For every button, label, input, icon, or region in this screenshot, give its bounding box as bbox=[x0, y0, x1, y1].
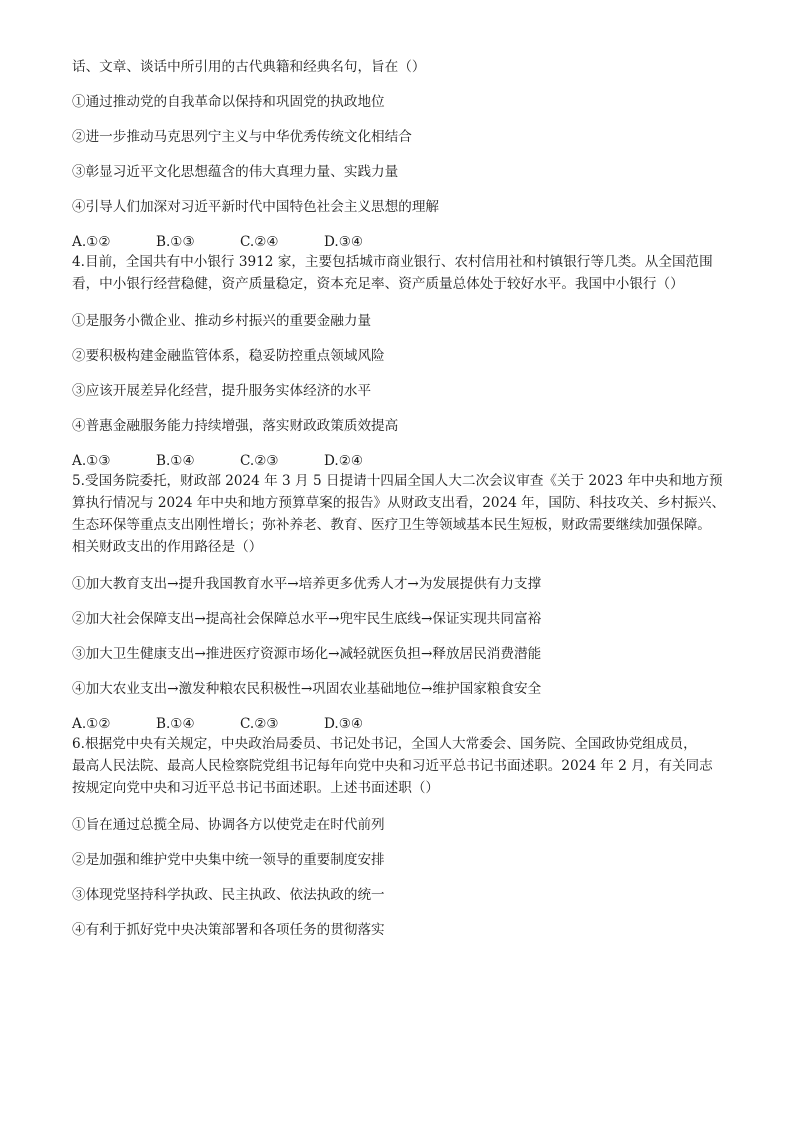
question-3-item-4: ④引导人们加深对习近平新时代中国特色社会主义思想的理解 bbox=[72, 199, 440, 215]
question-4-stem-line-2: 看，中小银行经营稳健，资产质量稳定，资本充足率、资产质量总体处于较好水平。我国中小银行（） bbox=[72, 276, 684, 292]
question-3-option-a: A.①② bbox=[72, 234, 111, 250]
question-4-item-1: ①是服务小微企业、推动乡村振兴的重要金融力量 bbox=[72, 313, 372, 329]
question-4-item-3: ③应该开展差异化经营，提升服务实体经济的水平 bbox=[72, 383, 372, 399]
question-5 bbox=[72, 470, 732, 733]
question-5-stem-line-2: 算执行情况与 2024 年中央和地方预算草案的报告》从财政支出看，2024 年，国防、科技攻关、乡村振兴、 bbox=[72, 495, 726, 511]
question-3-stem: 话、文章、谈话中所引用的古代典籍和经典名句，旨在（） bbox=[72, 59, 426, 75]
question-6-stem-line-1: 6.根据党中央有关规定，中央政治局委员、书记处书记，全国人大常委会、国务院、全国政协党组成员， bbox=[72, 736, 697, 752]
question-5-item-2: ②加大社会保障支出→提高社会保障总水平→兜牢民生底线→保证实现共同富裕 bbox=[72, 611, 542, 627]
question-5-item-4: ④加大农业支出→激发种粮农民积极性→巩固农业基础地位→维护国家粮食安全 bbox=[72, 681, 542, 697]
question-4-stem-line-1: 4.目前，全国共有中小银行 3912 家，主要包括城市商业银行、农村信用社和村镇银行等几类。从全国范围 bbox=[72, 254, 713, 270]
question-5-item-3: ③加大卫生健康支出→推进医疗资源市场化→减轻就医负担→释放居民消费潜能 bbox=[72, 646, 542, 662]
question-4-item-2: ②要积极构建金融监管体系，稳妥防控重点领域风险 bbox=[72, 348, 385, 364]
question-4 bbox=[72, 251, 732, 470]
question-6-stem bbox=[72, 733, 732, 799]
question-4-stem bbox=[72, 251, 732, 295]
question-5-stem bbox=[72, 470, 732, 558]
question-6-item-3: ③体现党坚持科学执政、民主执政、依法执政的统一 bbox=[72, 887, 385, 903]
question-6-item-2: ②是加强和维护党中央集中统一领导的重要制度安排 bbox=[72, 852, 385, 868]
question-5-option-b: B.①④ bbox=[156, 716, 195, 732]
question-4-option-d: D.②④ bbox=[324, 453, 364, 469]
question-6-item-1: ①旨在通过总揽全局、协调各方以使党走在时代前列 bbox=[72, 817, 385, 833]
question-3-option-c: C.②④ bbox=[240, 234, 279, 250]
question-6-stem-line-3: 按规定向党中央和习近平总书记书面述职。上述书面述职（） bbox=[72, 780, 440, 796]
question-4-option-b: B.①④ bbox=[156, 453, 195, 469]
question-3-item-2: ②进一步推动马克思列宁主义与中华优秀传统文化相结合 bbox=[72, 129, 412, 145]
question-3-item-1: ①通过推动党的自我革命以保持和巩固党的执政地位 bbox=[72, 94, 385, 110]
question-3 bbox=[72, 58, 732, 251]
question-5-item-1: ①加大教育支出→提升我国教育水平→培养更多优秀人才→为发展提供有力支撑 bbox=[72, 576, 542, 592]
question-5-option-c: C.②③ bbox=[240, 716, 279, 732]
exam-page bbox=[72, 58, 732, 956]
question-3-options bbox=[72, 233, 732, 251]
question-5-stem-line-3: 生态环保等重点支出刚性增长；弥补养老、教育、医疗卫生等领域基本民生短板，财政需要继续加强保障。 bbox=[72, 517, 711, 533]
question-5-option-d: D.③④ bbox=[324, 716, 364, 732]
question-5-option-a: A.①② bbox=[72, 716, 111, 732]
question-3-item-3: ③彰显习近平文化思想蕴含的伟大真理力量、实践力量 bbox=[72, 164, 399, 180]
question-5-stem-line-4: 相关财政支出的作用路径是（） bbox=[72, 539, 263, 555]
question-6 bbox=[72, 733, 732, 939]
question-3-option-d: D.③④ bbox=[324, 234, 364, 250]
question-4-option-a: A.①③ bbox=[72, 453, 111, 469]
question-6-item-4: ④有利于抓好党中央决策部署和各项任务的贯彻落实 bbox=[72, 922, 385, 938]
question-4-item-4: ④普惠金融服务能力持续增强，落实财政政策质效提高 bbox=[72, 418, 399, 434]
question-6-stem-line-2: 最高人民法院、最高人民检察院党组书记每年向党中央和习近平总书记书面述职。2024 年 2 月，有关同志 bbox=[72, 758, 713, 774]
question-4-option-c: C.②③ bbox=[240, 453, 279, 469]
question-3-option-b: B.①③ bbox=[156, 234, 195, 250]
question-4-options bbox=[72, 452, 732, 470]
question-5-stem-line-1: 5.受国务院委托，财政部 2024 年 3 月 5 日提请十四届全国人大二次会议审查《关于 2023 年中央和地方预 bbox=[72, 473, 723, 489]
question-5-options bbox=[72, 715, 732, 733]
